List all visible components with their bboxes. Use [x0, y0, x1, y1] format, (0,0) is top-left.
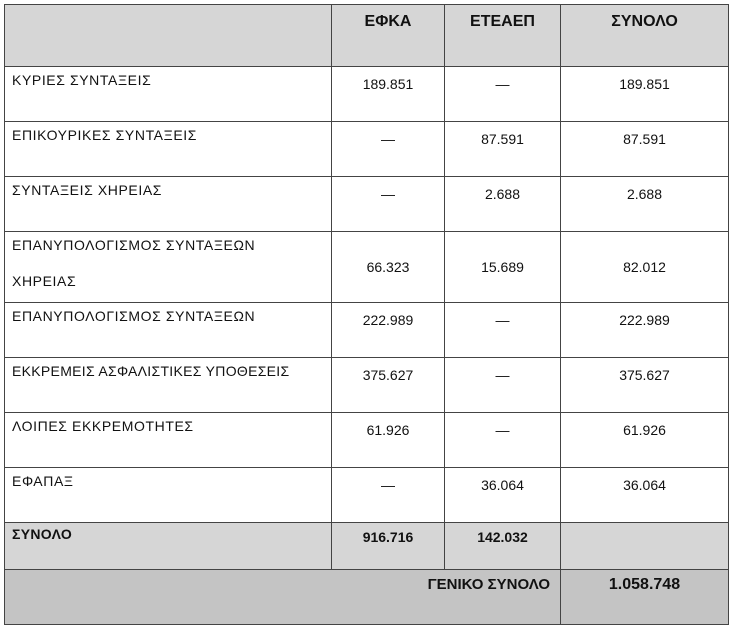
- efka-value: 66.323: [332, 232, 445, 303]
- grand-total-label: ΓΕΝΙΚΟ ΣΥΝΟΛΟ: [5, 570, 561, 625]
- total-value: 36.064: [561, 468, 729, 523]
- row-label: ΕΦΑΠΑΞ: [5, 468, 332, 523]
- sum-label: ΣΥΝΟΛΟ: [5, 523, 332, 570]
- table-row: [5, 177, 729, 232]
- efka-value: —: [332, 468, 445, 523]
- efka-value: —: [332, 122, 445, 177]
- eteaep-value: 87.591: [445, 122, 561, 177]
- efka-value: —: [332, 177, 445, 232]
- eteaep-value: 15.689: [445, 232, 561, 303]
- header-empty-cell: [5, 5, 332, 67]
- grand-total-value: 1.058.748: [561, 570, 729, 625]
- row-label: ΣΥΝΤΑΞΕΙΣ ΧΗΡΕΙΑΣ: [5, 177, 332, 232]
- efka-value: 222.989: [332, 303, 445, 358]
- header-total: ΣΥΝΟΛΟ: [561, 5, 729, 67]
- efka-value: 375.627: [332, 358, 445, 413]
- header-efka: ΕΦΚΑ: [332, 5, 445, 67]
- row-label: ΕΠΙΚΟΥΡΙΚΕΣ ΣΥΝΤΑΞΕΙΣ: [5, 122, 332, 177]
- table-row: [5, 468, 729, 523]
- total-value: 2.688: [561, 177, 729, 232]
- row-label: ΚΥΡΙΕΣ ΣΥΝΤΑΞΕΙΣ: [5, 67, 332, 122]
- table-row: [5, 358, 729, 413]
- efka-value: 61.926: [332, 413, 445, 468]
- header-eteaep: ΕΤΕΑΕΠ: [445, 5, 561, 67]
- row-label: ΛΟΙΠΕΣ ΕΚΚΡΕΜΟΤΗΤΕΣ: [5, 413, 332, 468]
- total-value: 87.591: [561, 122, 729, 177]
- eteaep-value: —: [445, 303, 561, 358]
- row-label-line-2: ΧΗΡΕΙΑΣ: [12, 273, 77, 289]
- eteaep-value: —: [445, 67, 561, 122]
- row-label: ΕΠΑΝΥΠΟΛΟΓΙΣΜΟΣ ΣΥΝΤΑΞΕΩΝ: [5, 303, 332, 358]
- total-value: 375.627: [561, 358, 729, 413]
- total-value: 61.926: [561, 413, 729, 468]
- sum-total-value: [561, 523, 729, 570]
- total-value: 222.989: [561, 303, 729, 358]
- table-row: [5, 122, 729, 177]
- eteaep-value: 2.688: [445, 177, 561, 232]
- row-label-line-1: ΕΠΑΝΥΠΟΛΟΓΙΣΜΟΣ ΣΥΝΤΑΞΕΩΝ: [12, 237, 256, 253]
- sum-row: [5, 523, 729, 570]
- grand-total-row: [5, 570, 729, 625]
- row-label: ΕΚΚΡΕΜΕΙΣ ΑΣΦΑΛΙΣΤΙΚΕΣ ΥΠΟΘΕΣΕΙΣ: [5, 358, 332, 413]
- efka-value: 189.851: [332, 67, 445, 122]
- header-row: [5, 5, 729, 67]
- table-row: [5, 303, 729, 358]
- total-value: 189.851: [561, 67, 729, 122]
- pension-summary-table: [4, 4, 729, 625]
- sum-eteaep-value: 142.032: [445, 523, 561, 570]
- eteaep-value: 36.064: [445, 468, 561, 523]
- row-label: [5, 232, 332, 303]
- table-row: [5, 67, 729, 122]
- table-row: [5, 413, 729, 468]
- eteaep-value: —: [445, 413, 561, 468]
- eteaep-value: —: [445, 358, 561, 413]
- sum-efka-value: 916.716: [332, 523, 445, 570]
- table-row: [5, 232, 729, 303]
- total-value: 82.012: [561, 232, 729, 303]
